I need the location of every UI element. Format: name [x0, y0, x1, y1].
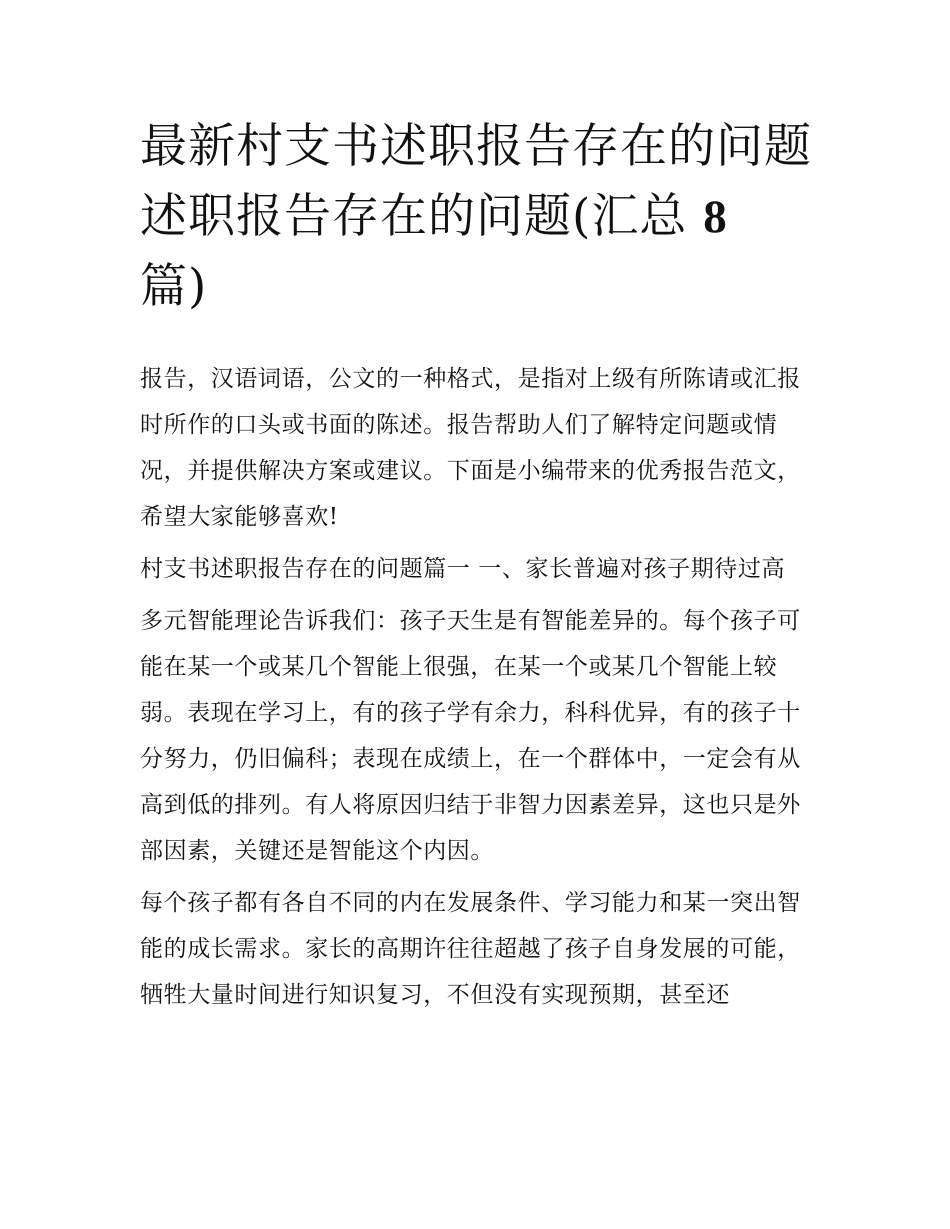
body-paragraph: 每个孩子都有各自不同的内在发展条件、学习能力和某一突出智能的成长需求。家长的高期许往往超越了孩子自身发展的可能，牺牲大量时间进行知识复习，不但没有实现预期，甚至还 [140, 890, 801, 1008]
document-title [140, 112, 820, 322]
title-text-end: 篇) [140, 259, 208, 314]
title-text: 最新村支书述职报告存在的问题 述职报告存在的问题(汇总 [140, 119, 812, 244]
document-body [140, 356, 820, 1024]
title-number: 8 [703, 191, 728, 243]
section-heading: 村支书述职报告存在的问题篇一 一、家长普遍对孩子期待过高 [140, 556, 786, 582]
intro-paragraph: 报告，汉语词语，公文的一种格式，是指对上级有所陈请或汇报时所作的口头或书面的陈述。报告帮助人们了解特定问题或情况，并提供解决方案或建议。下面是小编带来的优秀报告范文，希望大家能够喜欢! [140, 366, 801, 530]
body-paragraph: 多元智能理论告诉我们：孩子天生是有智能差异的。每个孩子可能在某一个或某几个智能上很强，在某一个或某几个智能上较弱。表现在学习上，有的孩子学有余力，科科优异，有的孩子十分努力，仍旧偏科；表现在成绩上，在一个群体中，一定会有从高到低的排列。有人将原因归结于非智力因素差异，这也只是外部因素，关键还是智能这个内因。 [140, 608, 801, 864]
